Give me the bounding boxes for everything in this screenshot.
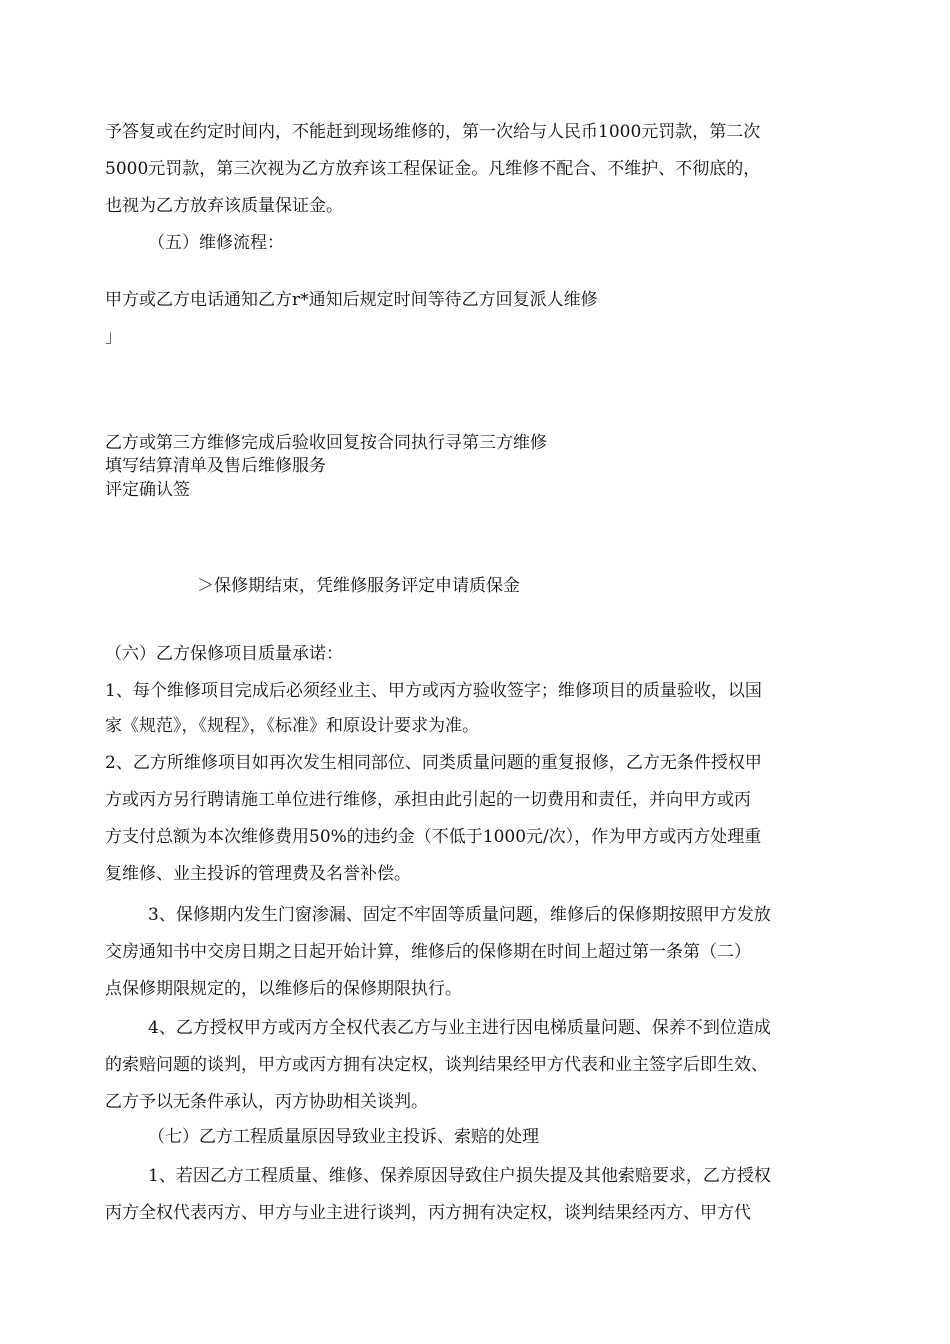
paragraph-line: 方或丙方另行聘请施工单位进行维修，承担由此引起的一切费用和责任，并向甲方或丙 <box>105 790 751 810</box>
flow-text-line: 甲方或乙方电话通知乙方r*通知后规定时间等待乙方回复派人维修 <box>105 290 598 310</box>
flow-text-line: 乙方或第三方维修完成后验收回复按合同执行寻第三方维修 <box>105 433 547 453</box>
section-heading: （五）维修流程： <box>148 233 284 253</box>
paragraph-line: 1、若因乙方工程质量、维修、保养原因导致住户损失提及其他索赔要求，乙方授权 <box>148 1166 771 1186</box>
paragraph-line: 交房通知书中交房日期之日起开始计算，维修后的保修期在时间上超过第一条第（二） <box>105 942 751 962</box>
flow-text-line: 评定确认签 <box>105 480 190 500</box>
paragraph-line: 的索赔问题的谈判，甲方或丙方拥有决定权，谈判结果经甲方代表和业主签字后即生效、 <box>105 1055 768 1075</box>
paragraph-line: 也视为乙方放弃该质量保证金。 <box>105 196 343 216</box>
flow-marker: 」 <box>105 327 122 347</box>
section-heading: （六）乙方保修项目质量承诺： <box>105 644 343 664</box>
paragraph-line: 家《规范》，《规程》，《标准》和原设计要求为准。 <box>105 716 479 736</box>
section-heading: （七）乙方工程质量原因导致业主投诉、索赔的处理 <box>148 1127 539 1147</box>
paragraph-line: 3、保修期内发生门窗渗漏、固定不牢固等质量问题，维修后的保修期按照甲方发放 <box>148 905 771 925</box>
paragraph-line: 予答复或在约定时间内，不能赶到现场维修的，第一次给与人民币1000元罚款，第二次 <box>105 122 761 142</box>
paragraph-line: 1、每个维修项目完成后必须经业主、甲方或丙方验收签字；维修项目的质量验收，以国 <box>105 681 762 701</box>
paragraph-line: 2、乙方所维修项目如再次发生相同部位、同类质量问题的重复报修，乙方无条件授权甲 <box>105 753 762 773</box>
paragraph-line: 乙方予以无条件承认，丙方协助相关谈判。 <box>105 1092 428 1112</box>
flow-text-line: ＞保修期结束，凭维修服务评定申请质保金 <box>197 576 520 596</box>
flow-text-line: 填写结算清单及售后维修服务 <box>105 456 326 476</box>
paragraph-line: 4、乙方授权甲方或丙方全权代表乙方与业主进行因电梯质量问题、保养不到位造成 <box>148 1018 771 1038</box>
paragraph-line: 点保修期限规定的，以维修后的保修期限执行。 <box>105 979 462 999</box>
paragraph-line: 复维修、业主投诉的管理费及名誉补偿。 <box>105 864 411 884</box>
paragraph-line: 5000元罚款，第三次视为乙方放弃该工程保证金。凡维修不配合、不维护、不彻底的， <box>105 159 761 179</box>
paragraph-line: 方支付总额为本次维修费用50%的违约金（不低于1000元/次），作为甲方或丙方处理重 <box>105 827 762 847</box>
paragraph-line: 丙方全权代表丙方、甲方与业主进行谈判，丙方拥有决定权，谈判结果经丙方、甲方代 <box>105 1203 751 1223</box>
